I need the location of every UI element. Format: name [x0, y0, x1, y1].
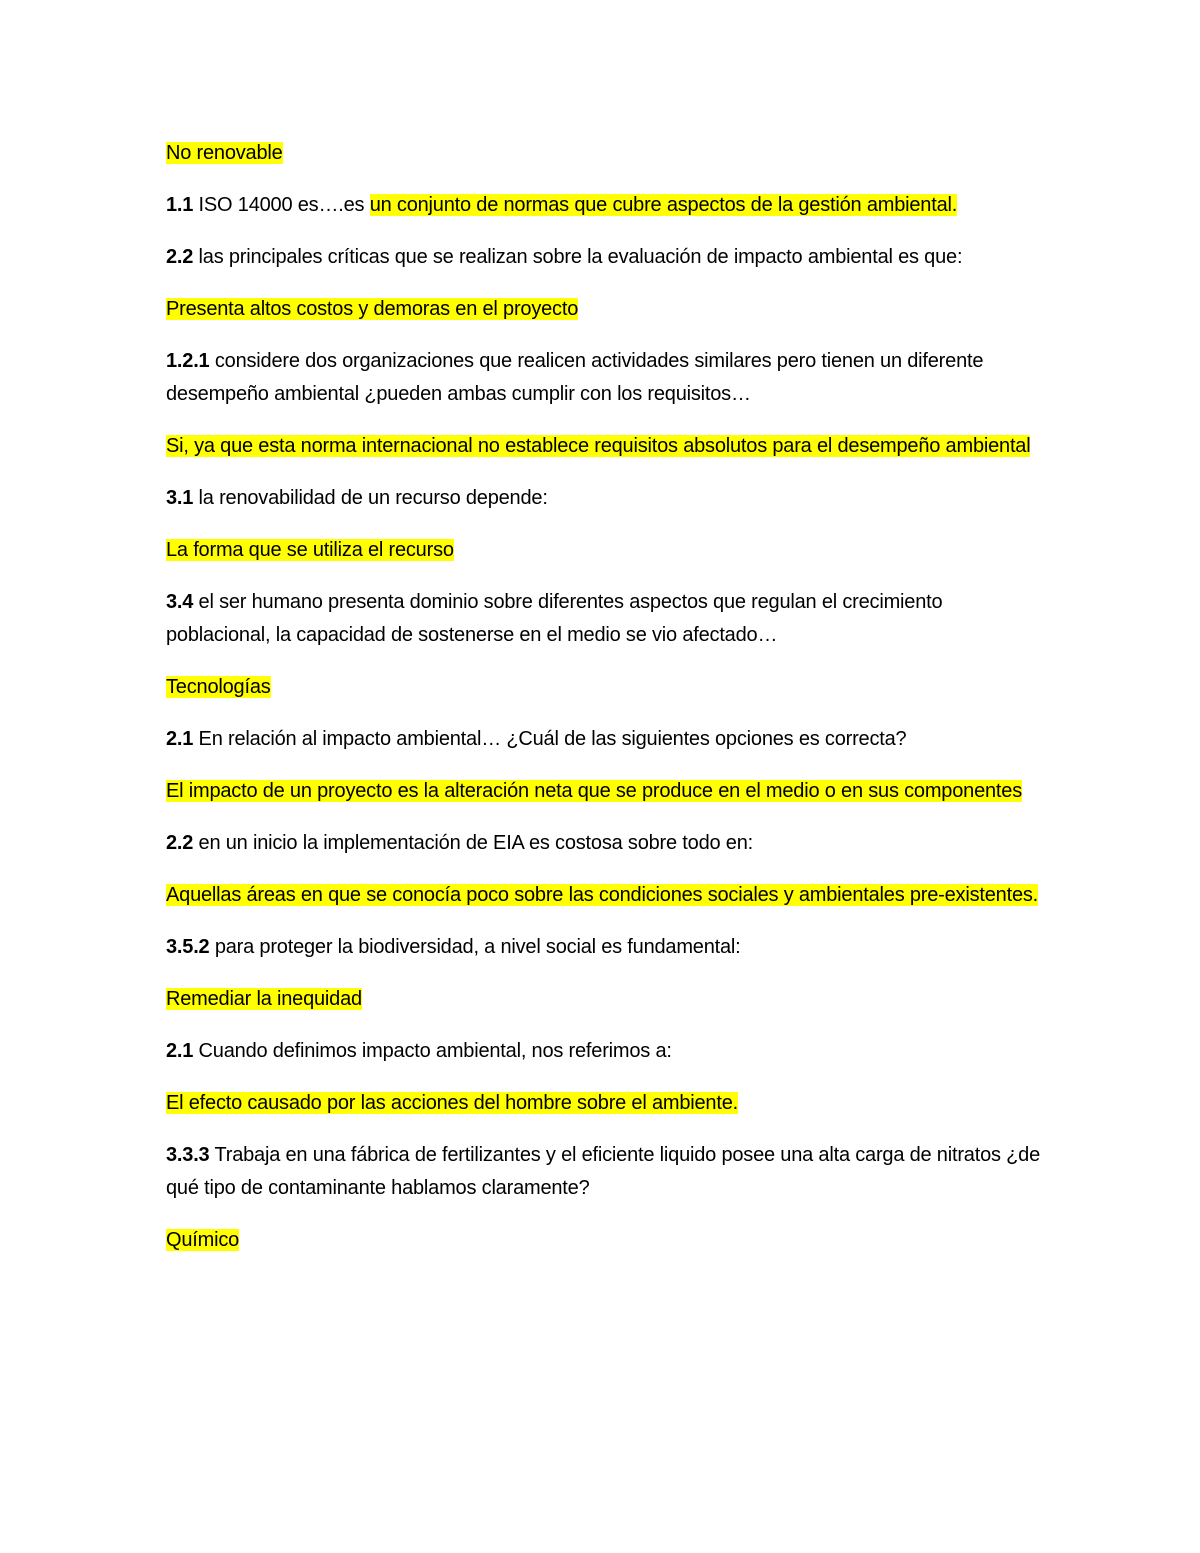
answer-paragraph [166, 534, 1046, 567]
answer-paragraph [166, 775, 1046, 808]
answer-paragraph [166, 879, 1046, 912]
heading-text: No renovable [166, 142, 283, 164]
answer-paragraph [166, 1224, 1046, 1257]
question-text: para proteger la biodiversidad, a nivel social es fundamental: [209, 936, 741, 958]
answer-paragraph [166, 1087, 1046, 1120]
answer-inline-highlight: un conjunto de normas que cubre aspectos de la gestión ambiental. [369, 194, 958, 216]
question-text: Cuando definimos impacto ambiental, nos referimos a: [193, 1040, 672, 1062]
question-text: ISO 14000 es….es [193, 194, 370, 216]
question-text: la renovabilidad de un recurso depende: [193, 487, 548, 509]
question-3-3-3 [166, 1139, 1046, 1205]
question-number: 3.4 [166, 591, 194, 613]
answer-paragraph [166, 293, 1046, 326]
question-text: Trabaja en una fábrica de fertilizantes y el eficiente liquido posee una alta carga de nitratos ¿de qué tipo de contaminante hablamos claramente? [166, 1144, 1041, 1199]
question-2-2-b [166, 827, 1046, 860]
question-text: las principales críticas que se realizan sobre la evaluación de impacto ambiental es que: [193, 246, 963, 268]
answer-highlight: Tecnologías [166, 676, 271, 698]
question-number: 2.1 [166, 1040, 194, 1062]
question-2-2 [166, 241, 1046, 274]
answer-highlight: La forma que se utiliza el recurso [166, 539, 454, 561]
document-body [166, 137, 1046, 1276]
question-number: 2.1 [166, 728, 194, 750]
question-3-1 [166, 482, 1046, 515]
question-2-1 [166, 723, 1046, 756]
question-number: 3.1 [166, 487, 194, 509]
answer-highlight: Químico [166, 1229, 240, 1251]
answer-highlight: Presenta altos costos y demoras en el proyecto [166, 298, 579, 320]
question-number: 1.2.1 [166, 350, 210, 372]
question-2-1-b [166, 1035, 1046, 1068]
question-text: el ser humano presenta dominio sobre diferentes aspectos que regulan el crecimiento poblacional, la capacidad de sostenerse en el medio se vio afectado… [166, 591, 943, 646]
answer-highlight: El impacto de un proyecto es la alteración neta que se produce en el medio o en sus componentes [166, 780, 1022, 802]
answer-highlight: Aquellas áreas en que se conocía poco sobre las condiciones sociales y ambientales pre-existentes. [166, 884, 1039, 906]
question-number: 2.2 [166, 246, 194, 268]
answer-paragraph [166, 671, 1046, 704]
question-number: 3.5.2 [166, 936, 210, 958]
answer-paragraph [166, 430, 1046, 463]
question-3-4 [166, 586, 1046, 652]
answer-highlight: El efecto causado por las acciones del hombre sobre el ambiente. [166, 1092, 738, 1114]
answer-paragraph [166, 983, 1046, 1016]
question-number: 2.2 [166, 832, 194, 854]
question-text: en un inicio la implementación de EIA es costosa sobre todo en: [193, 832, 753, 854]
heading-paragraph [166, 137, 1046, 170]
question-text: considere dos organizaciones que realicen actividades similares pero tienen un diferente desempeño ambiental ¿pueden ambas cumplir con los requisitos… [166, 350, 984, 405]
question-3-5-2 [166, 931, 1046, 964]
question-number: 3.3.3 [166, 1144, 210, 1166]
answer-highlight: Si, ya que esta norma internacional no establece requisitos absolutos para el desempeño ambiental [166, 435, 1031, 457]
answer-highlight: Remediar la inequidad [166, 988, 362, 1010]
question-text: En relación al impacto ambiental… ¿Cuál de las siguientes opciones es correcta? [193, 728, 907, 750]
question-1-2-1 [166, 345, 1046, 411]
question-1-1 [166, 189, 1046, 222]
question-number: 1.1 [166, 194, 194, 216]
